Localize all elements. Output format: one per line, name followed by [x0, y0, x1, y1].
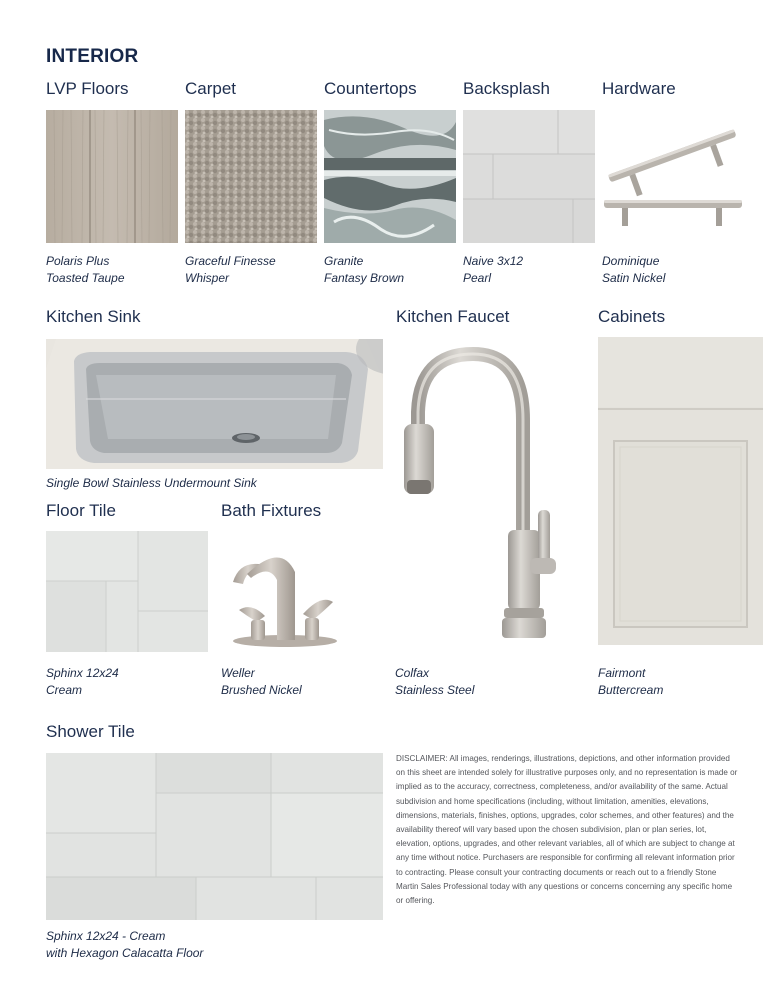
- countertops-color: Fantasy Brown: [324, 271, 405, 285]
- kitchen-faucet-product-name: Colfax: [395, 666, 430, 680]
- countertops-material: Granite: [324, 254, 364, 268]
- cabinets-caption: [598, 665, 663, 699]
- cabinet-door-image: [598, 337, 763, 645]
- countertops-header: Countertops: [324, 79, 417, 98]
- bath-fixtures-header: Bath Fixtures: [221, 501, 322, 520]
- floor-tile-header: Floor Tile: [46, 501, 116, 520]
- cabinets-color: Buttercream: [598, 683, 664, 697]
- carpet-product-name: Graceful Finesse: [185, 254, 276, 268]
- shower-tile-caption: [46, 928, 203, 962]
- bath-fixtures-finish: Brushed Nickel: [221, 683, 302, 697]
- carpet-color: Whisper: [185, 271, 230, 285]
- hardware-caption: [602, 253, 665, 287]
- lvp-floors-header: LVP Floors: [46, 79, 129, 98]
- hardware-header: Hardware: [602, 79, 676, 98]
- carpet-swatch-image: [185, 110, 317, 243]
- page-title: INTERIOR: [46, 46, 139, 67]
- cabinet-pull-hardware-image: [600, 118, 745, 236]
- backsplash-caption: [463, 253, 523, 287]
- lvp-floors-color: Toasted Taupe: [46, 271, 125, 285]
- bath-faucet-image: [225, 544, 345, 649]
- backsplash-header: Backsplash: [463, 79, 550, 98]
- shower-tile-product: Sphinx 12x24 - Cream: [46, 929, 166, 943]
- shower-tile-swatch-image: [46, 753, 383, 920]
- disclaimer-label: DISCLAIMER:: [396, 754, 448, 763]
- carpet-caption: [185, 253, 276, 287]
- floor-tile-swatch-image: [46, 531, 208, 652]
- countertop-swatch-image: [324, 110, 456, 243]
- cabinets-style: Fairmont: [598, 666, 646, 680]
- floor-tile-caption: [46, 665, 119, 699]
- carpet-header: Carpet: [185, 79, 237, 98]
- floor-tile-product-name: Sphinx 12x24: [46, 666, 119, 680]
- lvp-floor-swatch-image: [46, 110, 178, 243]
- kitchen-faucet-header: Kitchen Faucet: [396, 307, 510, 326]
- kitchen-faucet-image: [398, 340, 578, 645]
- kitchen-sink-caption: Single Bowl Stainless Undermount Sink: [46, 476, 257, 490]
- floor-tile-color: Cream: [46, 683, 83, 697]
- disclaimer-body: All images, renderings, illustrations, depictions, and other information provided on this sheet are intended solely for illustrative purposes only, and no representation is made or implied as to the accuracy, correctness, completeness, and/or availability of the same. Actual subdivision and home specifications (including, without limitation, amenities, elevations, dimensions, materials, finishes, options, upgrades, color schemes, and other features) and the availability thereof will vary based upon the chosen subdivision, plan or plan series, lot, elevation, options, upgrades, and other relevant variables, all of which are subject to change at any time without notice. Purchasers are responsible for confirming all relevant information prior to contracting. Please consult your contracting documents or reach out to a friendly Stone Martin Sales Professional today with any questions or concerns concerning any specific home or offering.: [396, 754, 738, 906]
- kitchen-sink-image: [46, 339, 383, 469]
- countertops-caption: [324, 253, 404, 287]
- shower-floor-product: with Hexagon Calacatta Floor: [46, 946, 204, 960]
- lvp-floors-product-name: Polaris Plus: [46, 254, 110, 268]
- backsplash-product-name: Naive 3x12: [463, 254, 524, 268]
- bath-fixtures-product-name: Weller: [221, 666, 255, 680]
- kitchen-faucet-caption: [395, 665, 474, 699]
- shower-tile-header: Shower Tile: [46, 722, 135, 741]
- hardware-product-name: Dominique: [602, 254, 660, 268]
- cabinets-header: Cabinets: [598, 307, 666, 326]
- kitchen-faucet-finish: Stainless Steel: [395, 683, 475, 697]
- lvp-floors-caption: [46, 253, 125, 287]
- backsplash-color: Pearl: [463, 271, 492, 285]
- backsplash-swatch-image: [463, 110, 595, 243]
- disclaimer-text: [396, 752, 740, 908]
- hardware-finish: Satin Nickel: [602, 271, 666, 285]
- bath-fixtures-caption: [221, 665, 302, 699]
- kitchen-sink-header: Kitchen Sink: [46, 307, 141, 326]
